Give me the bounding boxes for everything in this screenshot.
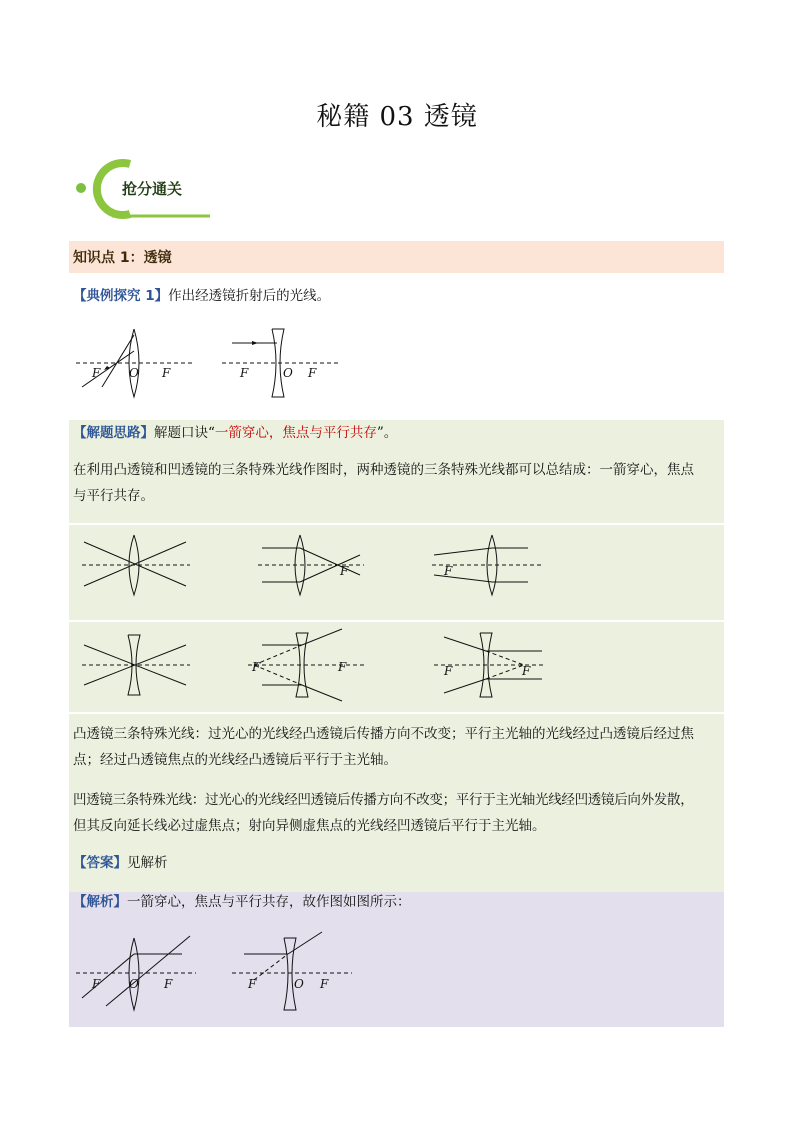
label-F-concave2-left: F: [252, 660, 261, 674]
label-O-ans2: O: [294, 977, 304, 991]
example-bracket: 【典例探究 1】: [73, 288, 169, 304]
concave-line2: 但其反向延长线必过虚焦点；射向异侧虚焦点的光线经凹透镜后平行于主光轴。: [73, 818, 546, 834]
thinking-prefix: 解题口诀“: [154, 425, 215, 441]
label-F-concave3-left: F: [444, 664, 453, 678]
page-title: 秘籍 03 透镜: [316, 102, 478, 132]
label-F-concave2-right: F: [338, 660, 347, 674]
thinking-suffix: ”。: [376, 425, 398, 441]
label-F-convex2: F: [340, 564, 349, 578]
thinking-para1-line2: 与平行共存。: [73, 488, 154, 504]
example-text: 作出经透镜折射后的光线。: [168, 288, 331, 304]
concave-line1: 凹透镜三条特殊光线：过光心的光线经凹透镜后传播方向不改变；平行于主光轴光线经凹透镜后向外发散，: [73, 792, 694, 808]
label-F-concave3-right: F: [522, 664, 531, 678]
knowledge-point-label: 知识点 1：透镜: [73, 250, 172, 266]
label-F-ans-right: F: [164, 977, 173, 991]
label-O-2: O: [283, 366, 293, 380]
answer-line: [73, 853, 168, 873]
label-F-right-2: F: [308, 366, 317, 380]
example-diagrams: [72, 325, 352, 405]
concave-rules-diagrams: [72, 625, 552, 705]
answer-bracket: 【答案】: [73, 855, 127, 871]
label-F-left-2: F: [240, 366, 249, 380]
analysis-diagrams: [72, 930, 362, 1020]
label-F-right: F: [162, 366, 171, 380]
thinking-para1-line1: 在利用凸透镜和凹透镜的三条特殊光线作图时，两种透镜的三条特殊光线都可以总结成：一箭穿心，焦点: [73, 462, 694, 478]
analysis-text: 一箭穿心，焦点与平行共存，故作图如图所示：: [127, 894, 411, 910]
answer-text: 见解析: [127, 855, 168, 871]
convex-line1: 凸透镜三条特殊光线：过光心的光线经凸透镜后传播方向不改变；平行主光轴的光线经过凸透镜后经过焦: [73, 726, 694, 742]
label-F-left: F: [92, 366, 101, 380]
analysis-line: [73, 892, 411, 912]
label-F-ans-left: F: [92, 977, 101, 991]
example-line: [73, 286, 330, 306]
badge-label: 抢分通关: [122, 180, 183, 198]
convex-line2: 点；经过凸透镜焦点的光线经凸透镜后平行于主光轴。: [73, 752, 397, 768]
knowledge-point-bar: [69, 241, 724, 273]
thinking-highlight: 一箭穿心，焦点与平行共存: [214, 425, 377, 441]
analysis-bracket: 【解析】: [73, 894, 127, 910]
convex-rules-diagrams: [72, 530, 552, 610]
label-O: O: [129, 366, 139, 380]
thinking-bracket: 【解题思路】: [73, 425, 154, 441]
label-F-ans2-left: F: [248, 977, 257, 991]
thinking-line: [73, 423, 397, 443]
label-F-ans2-right: F: [320, 977, 329, 991]
label-F-convex3: F: [444, 564, 453, 578]
label-O-ans: O: [129, 977, 139, 991]
